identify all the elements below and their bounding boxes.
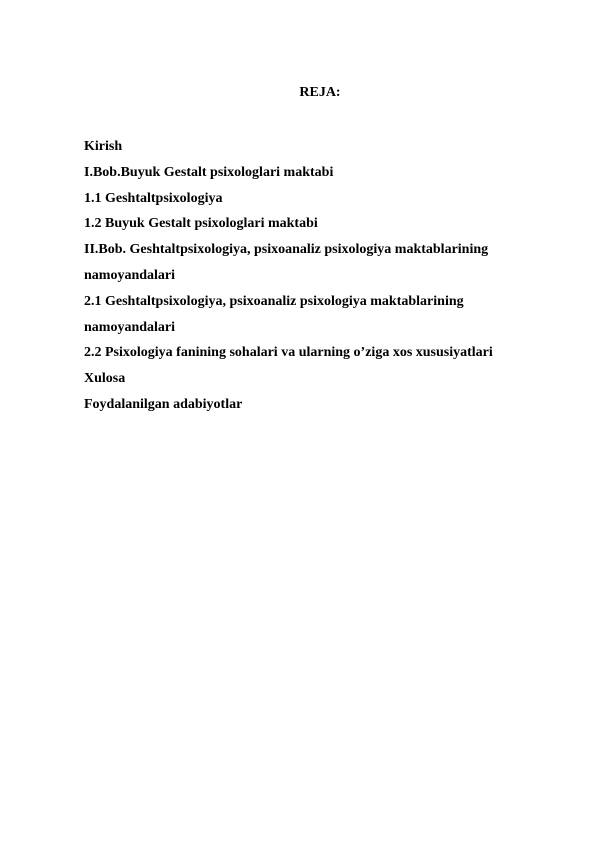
toc-line: Foydalanilgan adabiyotlar xyxy=(84,396,243,412)
toc-line: II.Bob. Geshtaltpsixologiya, psixoanaliz psixologiya maktablarining xyxy=(84,242,489,258)
page-title: REJA: xyxy=(299,85,341,100)
toc-line: I.Bob.Buyuk Gestalt psixologlari maktabi xyxy=(84,164,334,180)
toc-line: namoyandalari xyxy=(84,319,176,335)
toc-line: namoyandalari xyxy=(84,267,176,283)
toc-line: Kirish xyxy=(84,139,123,154)
toc-line: 1.1 Geshtaltpsixologiya xyxy=(84,190,223,206)
toc-line: 2.1 Geshtaltpsixologiya, psixoanaliz psixologiya maktablarining xyxy=(84,293,464,309)
table-of-contents xyxy=(84,134,544,418)
toc-line: 2.2 Psixologiya fanining sohalari va ularning o’ziga xos xususiyatlari xyxy=(84,345,493,361)
toc-line: Xulosa xyxy=(84,371,126,387)
toc-line: 1.2 Buyuk Gestalt psixologlari maktabi xyxy=(84,216,318,232)
